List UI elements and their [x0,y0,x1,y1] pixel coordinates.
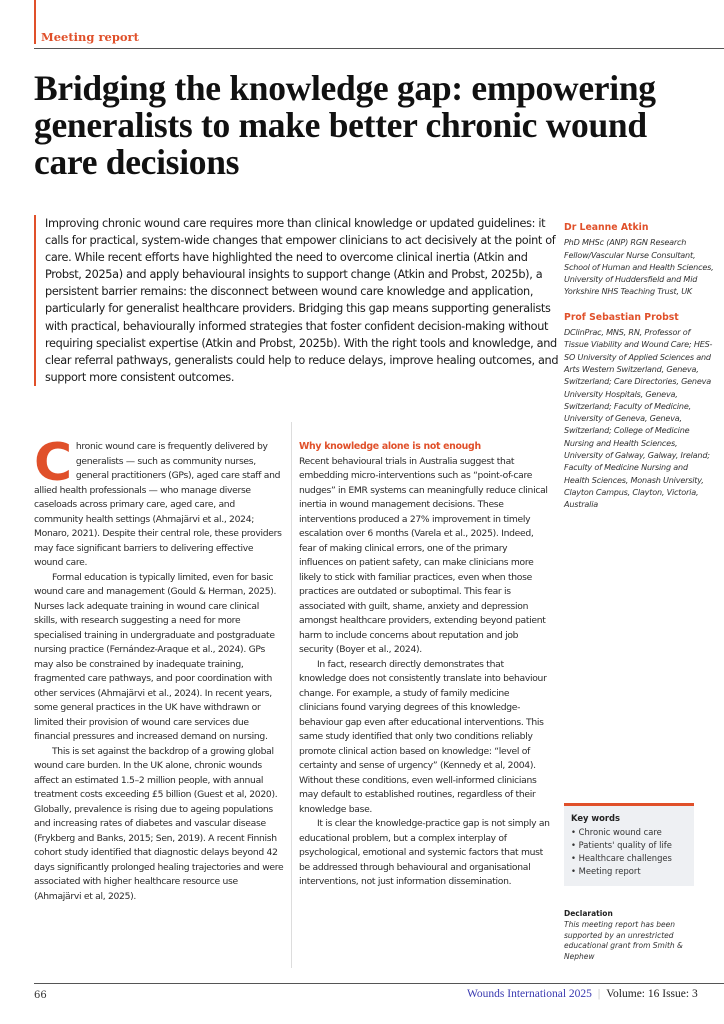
author-affiliation: DClinPrac, MNS, RN, Professor of Tissue Viability and Wound Care; HES-SO University of Applied Sciences and Arts Western Switzerland, Geneva, Switzerland; Care Directories, Geneva University Hospitals, Geneva, Switzerland; Faculty of Medicine, University of Geneva, Geneva, Switzerland; College of Medicine Nursing and Health Sciences, University of Galway, Galway, Ireland; Faculty of Medicine Nursing and Health Sciences, Monash University, Clayton Campus, Clayton, Victoria, Australia [564,327,713,510]
author-sidebar [564,222,714,525]
volume-issue: Volume: 16 Issue: 3 [606,988,698,1000]
footer-separator: | [597,988,601,1000]
paragraph [34,433,284,571]
author-name: Dr Leanne Atkin [564,222,649,233]
article-title: Bridging the knowledge gap: empowering generalists to make better chronic wound care decisions [34,68,656,182]
paragraph: This is set against the backdrop of a growing global wound care burden. In the UK alone, chronic wounds affect an estimated 1.5–2 million people, with annual treatment costs exceeding £5 billion (Guest et al, 2020). Globally, prevalence is rising due to ageing populations and increasing rates of diabetes and vascular disease (Frykberg and Banks, 2015; Sen, 2019). A recent Finnish cohort study identified that diagnostic delays beyond 42 days significantly prolonged healing trajectories and were associated with higher healthcare resource use (Ahmajärvi et al, 2025). [34,745,284,902]
author-affiliation: PhD MHSc (ANP) RGN Research Fellow/Vascular Nurse Consultant, School of Human and Health Sciences, University of Huddersfield and Mid Yorkshire NHS Teaching Trust, UK [564,237,714,297]
paragraph: Formal education is typically limited, even for basic wound care and management (Gould & Herman, 2025). Nurses lack adequate training in wound care clinical skills, with research suggesting a need for more specialised training in undergraduate and postgraduate nursing practice (Fernández-Araque et al., 2024). GPs may also be constrained by inadequate training, fragmented care pathways, and poor coordination with other services (Ahmajärvi et al., 2024). In recent years, some general practices in the UK have withdrawn or limited their provision of wound care services due financial pressures and increased demand on nursing. [34,571,277,742]
declaration-title: Declaration [564,909,613,918]
body-column-2 [299,440,551,890]
journal-name: Wounds International 2025 [467,988,592,1000]
keyword-item: • Patients' quality of life [571,840,672,850]
paragraph-text: hronic wound care is frequently delivered by generalists — such as community nurses, general practitioners (GPs), aged care staff and allied health professionals — who manage diverse caseloads across primary care, aged care, and community health settings (Ahmajärvi et al., 2024; Monaro, 2021). Despite their central role, these providers may face significant barriers to delivering effective wound care. [34,441,282,568]
standfirst: Improving chronic wound care requires more than clinical knowledge or updated guidelines: it calls for practical, system-wide changes that empower clinicians to act decisively at the point of care. While recent efforts have highlighted the need to overcome clinical inertia (Atkin and Probst, 2025a) and apply behavioural insights to support change (Atkin and Probst, 2025b), a persistent barrier remains: the disconnect between wound care knowledge and application, particularly for generalist healthcare providers. Bridging this gap means supporting generalists with practical, behaviourally informed strategies that foster confident decision-making without requiring specialist expertise (Atkin and Probst, 2025b). With the right tools and knowledge, and clear referral pathways, generalists could help to reduce delays, improve healing outcomes, and support more consistent outcomes. [34,215,565,386]
page-number: 66 [34,990,47,1001]
subheading: Why knowledge alone is not enough [299,441,481,452]
drop-cap: C [34,433,72,493]
section-accent-bar [34,0,36,44]
declaration [564,909,714,963]
paragraph: In fact, research directly demonstrates that knowledge does not consistently translate into behaviour change. For example, a study of family medicine clinicians found varying degrees of this knowledge-behaviour gap even after educational interventions. This same study identified that only two conditions reliably promote clinical action based on knowledge: “level of certainty and sense of urgency” (Kennedy et al, 2004). Without these conditions, even well-informed clinicians may default to established routines, regardless of their knowledge base. [299,658,547,815]
body-column-1 [34,433,284,904]
column-divider [291,422,292,968]
keyword-item: • Chronic wound care [571,827,662,837]
declaration-text: This meeting report has been supported by an unrestricted educational grant from Smith & Nephew [564,919,683,962]
keywords-box [564,803,694,886]
author-name: Prof Sebastian Probst [564,311,679,323]
header-rule [34,48,724,49]
paragraph: Recent behavioural trials in Australia suggest that embedding micro-interventions such as “point-of-care nudges” in EMR systems can meaningfully reduce clinical inertia in wound management decisions. These interventions produced a 27% improvement in timely escalation over 6 months (Varela et al., 2025). Indeed, fear of making clinical errors, one of the primary influences on patient safety, can make clinicians more likely to stick with familiar practices, even when those practices are outdated or suboptimal. This fear is associated with guilt, shame, anxiety and depression amongst healthcare providers, extending beyond patient harm to include concerns about reputation and job security (Boyer et al., 2024). [299,455,548,655]
section-label: Meeting report [41,30,139,44]
footer-rule [34,983,724,984]
keywords-title: Key words [571,813,620,823]
keyword-item: • Healthcare challenges [571,853,672,863]
footer-journal-info [467,988,698,1000]
keyword-item: • Meeting report [571,866,641,876]
paragraph: It is clear the knowledge-practice gap is not simply an educational problem, but a complex interplay of psychological, emotional and systemic factors that must be addressed through behavioural and organisational interventions, not just information dissemination. [299,818,550,887]
